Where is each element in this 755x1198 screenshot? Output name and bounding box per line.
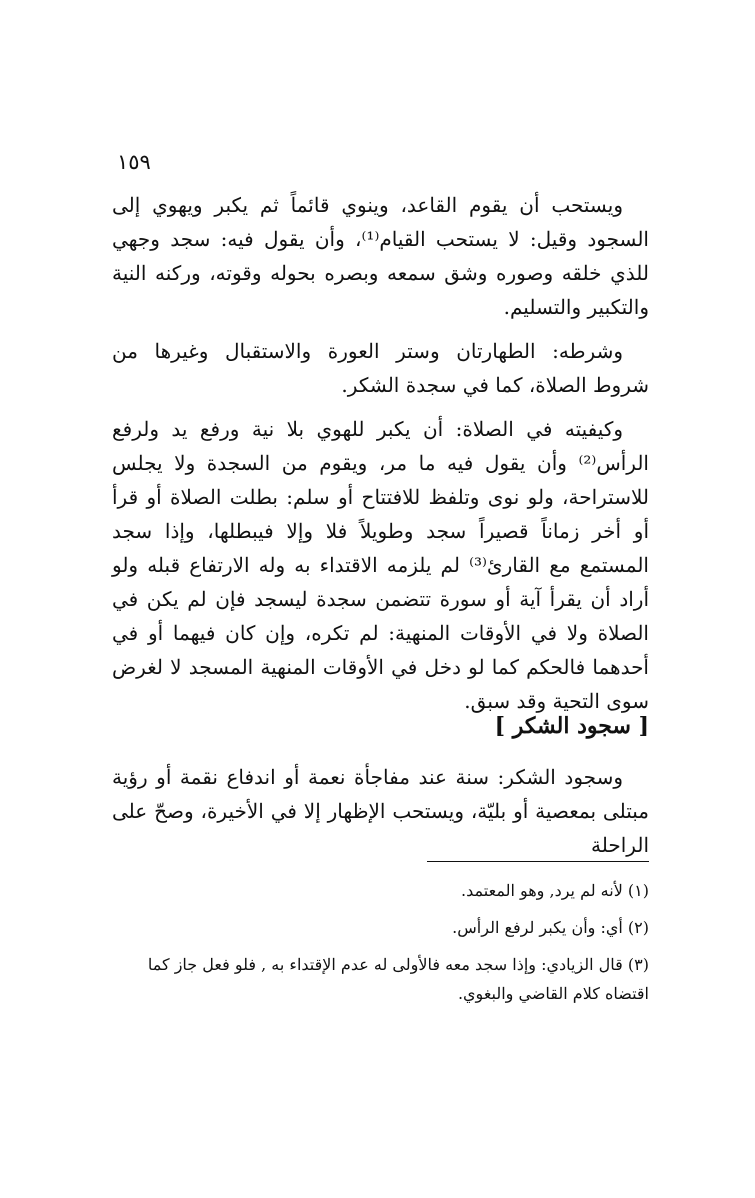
main-text <box>112 188 649 718</box>
paragraph: وكيفيته في الصلاة: أن يكبر للهوي بلا نية ورفع يد ولرفع الرأس⁽²⁾ وأن يقول فيه ما مر، ويقوم من السجدة ولا يجلس للاستراحة، ولو نوى وتلفظ للافتتاح أو سلم: بطلت الصلاة أو قرأ أو أخر زماناً قصيراً سجد وطويلاً فلا وإلا فيبطلها، وإذا سجد المستمع مع القارئ⁽³⁾ لم يلزمه الاقتداء به وله الارتفاع قبله ولو أراد أن يقرأ آية أو سورة تتضمن سجدة ليسجد فإن لم يكن في الصلاة ولا في الأوقات المنهية: لم تكره، وإن كان فيهما أو في أحدهما فالحكم كما لو دخل في الأوقات المنهية المسجد لا لغرض سوى التحية وقد سبق. <box>112 417 650 713</box>
paragraph: ويستحب أن يقوم القاعد، وينوي قائماً ثم يكبر ويهوي إلى السجود وقيل: لا يستحب القيام⁽¹⁾، وأن يقول فيه: سجد وجهي للذي خلقه وصوره وشق سمعه وبصره بحوله وقوته، وركنه النية والتكبير والتسليم. <box>112 193 649 319</box>
page-number: ١٥٩ <box>117 150 151 174</box>
footnotes <box>112 876 649 1008</box>
footnote: (١) لأنه لم يرد, وهو المعتمد. <box>461 881 649 900</box>
section-heading: [ سجود الشكر ] <box>494 713 649 739</box>
paragraph: وشرطه: الطهارتان وستر العورة والاستقبال وغيرها من شروط الصلاة، كما في سجدة الشكر. <box>112 339 649 397</box>
footnote: (٣) قال الزيادي: وإذا سجد معه فالأولى له عدم الإقتداء به , فلو فعل جاز كما اقتضاه كلام القاضي والبغوي. <box>147 955 649 1003</box>
paragraph: وسجود الشكر: سنة عند مفاجأة نعمة أو اندفاع نقمة أو رؤية مبتلى بمعصية أو بليّة، ويستحب الإظهار إلا في الأخيرة، وصحّ على الراحلة <box>112 765 649 857</box>
footnote-divider <box>427 861 649 862</box>
section-text <box>112 760 649 862</box>
footnote: (٢) أي: وأن يكبر لرفع الرأس. <box>452 918 649 937</box>
